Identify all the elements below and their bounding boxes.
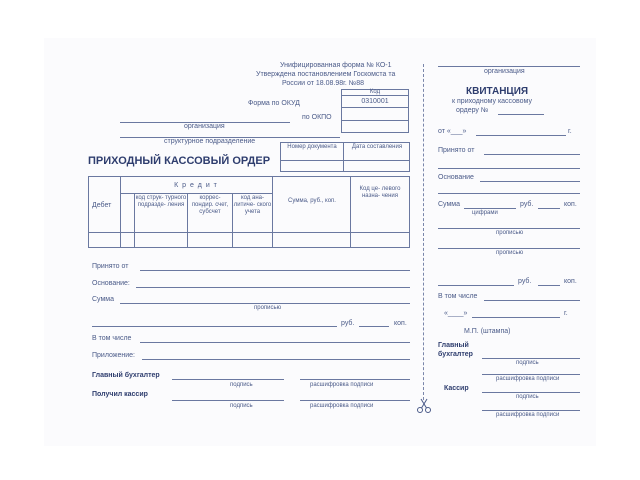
including-field[interactable]	[140, 342, 410, 343]
receipt-including-label: В том числе	[438, 293, 478, 300]
attachment-label: Приложение:	[92, 352, 136, 359]
receipt-basis-label: Основание	[438, 174, 474, 181]
col-struct-code: код струк- турного подразде- ления	[135, 195, 187, 208]
page-title: ПРИХОДНЫЙ КАССОВЫЙ ОРДЕР	[88, 155, 271, 167]
receipt-date-g-2: г.	[564, 310, 568, 317]
scissors-icon	[416, 398, 432, 414]
receipt-number-field[interactable]	[498, 114, 544, 115]
sum-field[interactable]	[120, 303, 410, 304]
sum-label: Сумма	[92, 296, 114, 303]
received-cashier-label: Получил кассир	[92, 391, 148, 398]
accepted-from-field[interactable]	[140, 270, 410, 271]
cut-line	[423, 64, 424, 400]
cashier-decode-field[interactable]	[300, 400, 410, 401]
receipt-basis-field-2[interactable]	[438, 193, 580, 194]
receipt-date-field[interactable]	[476, 135, 566, 136]
receipt-stamp-label: М.П. (штампа)	[464, 328, 511, 335]
form-approved-line: Утверждена постановлением Госкомста та	[256, 71, 396, 78]
receipt-rub-label: руб.	[520, 201, 534, 208]
receipt-sum-digits-field[interactable]	[464, 208, 516, 209]
receipt-words-field-1[interactable]	[438, 228, 580, 229]
receipt-cashier-decode-caption: расшифровка подписи	[496, 412, 560, 418]
rub-label: руб.	[341, 320, 355, 327]
receipt-cashier-signature-caption: подпись	[516, 394, 539, 400]
struct-unit-caption: структурное подразделение	[164, 138, 256, 145]
receipt-subtitle-2: ордеру №	[456, 107, 489, 114]
chief-signature-field[interactable]	[172, 379, 284, 380]
receipt-kop-field-2[interactable]	[538, 285, 560, 286]
receipt-cashier-decode-field[interactable]	[482, 410, 580, 411]
receipt-chief-decode-field[interactable]	[482, 374, 580, 375]
doc-date-label: Дата составления	[351, 144, 403, 150]
sum-in-words-caption: прописью	[254, 305, 282, 311]
receipt-kop-label-2: коп.	[564, 278, 577, 285]
receipt-org-line[interactable]	[438, 66, 580, 67]
debit-header: Дебет	[92, 202, 112, 209]
accepted-from-label: Принято от	[92, 263, 129, 270]
doc-date-field[interactable]	[343, 160, 410, 172]
receipt-kop-label: коп.	[564, 201, 577, 208]
organization-caption: организация	[184, 123, 225, 130]
chief-signature-caption: подпись	[230, 382, 253, 388]
receipt-chief-signature-caption: подпись	[516, 360, 539, 366]
doc-number-label: Номер документа	[287, 144, 337, 150]
doc-number-field[interactable]	[280, 160, 343, 172]
receipt-date-line-field[interactable]	[472, 317, 560, 318]
chief-decode-field[interactable]	[300, 379, 410, 380]
okpo-label: по ОКПО	[302, 114, 332, 121]
receipt-digits-caption: цифрами	[472, 210, 498, 216]
code-label: Код	[369, 89, 381, 95]
cash-receipt-form	[44, 38, 596, 446]
receipt-date-g: г.	[568, 128, 572, 135]
receipt-chief-decode-caption: расшифровка подписи	[496, 376, 560, 382]
sum-cont-field[interactable]	[92, 326, 337, 327]
receipt-date-from: от «___»	[438, 128, 467, 135]
receipt-basis-field[interactable]	[480, 181, 580, 182]
form-date-line: России от 18.08.98г. №88	[282, 80, 365, 87]
receipt-words-caption-1: прописью	[496, 230, 524, 236]
attachment-field[interactable]	[142, 359, 410, 360]
including-label: В том числе	[92, 335, 132, 342]
col-analytic-code: код анa- литиче- ского учета	[233, 195, 272, 215]
cashier-signature-caption: подпись	[230, 403, 253, 409]
receipt-accepted-field[interactable]	[484, 154, 580, 155]
okud-value: 0310001	[361, 98, 389, 105]
receipt-subtitle-1: к приходному кассовому	[452, 98, 532, 105]
receipt-title: КВИТАНЦИЯ	[466, 86, 529, 97]
okud-label: Форма по ОКУД	[248, 100, 300, 107]
receipt-words-field-2[interactable]	[438, 248, 580, 249]
cashier-signature-field[interactable]	[172, 400, 284, 401]
receipt-chief-signature-field[interactable]	[482, 358, 580, 359]
kop-label: коп.	[394, 320, 407, 327]
basis-label: Основание:	[92, 280, 130, 287]
receipt-cashier-label: Кассир	[444, 385, 469, 392]
col-target-code: Код це- левого назна- чения	[359, 186, 401, 199]
receipt-sum-label: Сумма	[438, 201, 460, 208]
credit-header: К р е д и т	[174, 182, 218, 189]
receipt-chief-label-1: Главный	[438, 342, 469, 349]
receipt-including-field[interactable]	[484, 300, 580, 301]
receipt-accepted-field-2[interactable]	[438, 168, 580, 169]
basis-field[interactable]	[136, 287, 410, 288]
cashier-decode-caption: расшифровка подписи	[310, 403, 374, 409]
receipt-cashier-signature-field[interactable]	[482, 392, 580, 393]
receipt-kop-field[interactable]	[538, 208, 560, 209]
col-sum: Сумма, руб., коп.	[288, 198, 336, 204]
receipt-words-caption-2: прописью	[496, 250, 524, 256]
form-code-line: Унифицированная форма № КО-1	[280, 62, 392, 69]
receipt-chief-label-2: бухгалтер	[438, 351, 473, 358]
chief-accountant-label: Главный бухгалтер	[92, 372, 160, 379]
receipt-rub-label-2: руб.	[518, 278, 532, 285]
receipt-org-caption: организация	[484, 68, 525, 75]
receipt-words-field-3[interactable]	[438, 285, 514, 286]
col-corr-account: коррес- пондир. счет, субсчет	[191, 195, 229, 215]
receipt-accepted-label: Принято от	[438, 147, 475, 154]
receipt-date-line: «____»	[444, 310, 468, 317]
kop-field[interactable]	[359, 326, 389, 327]
chief-decode-caption: расшифровка подписи	[310, 382, 374, 388]
